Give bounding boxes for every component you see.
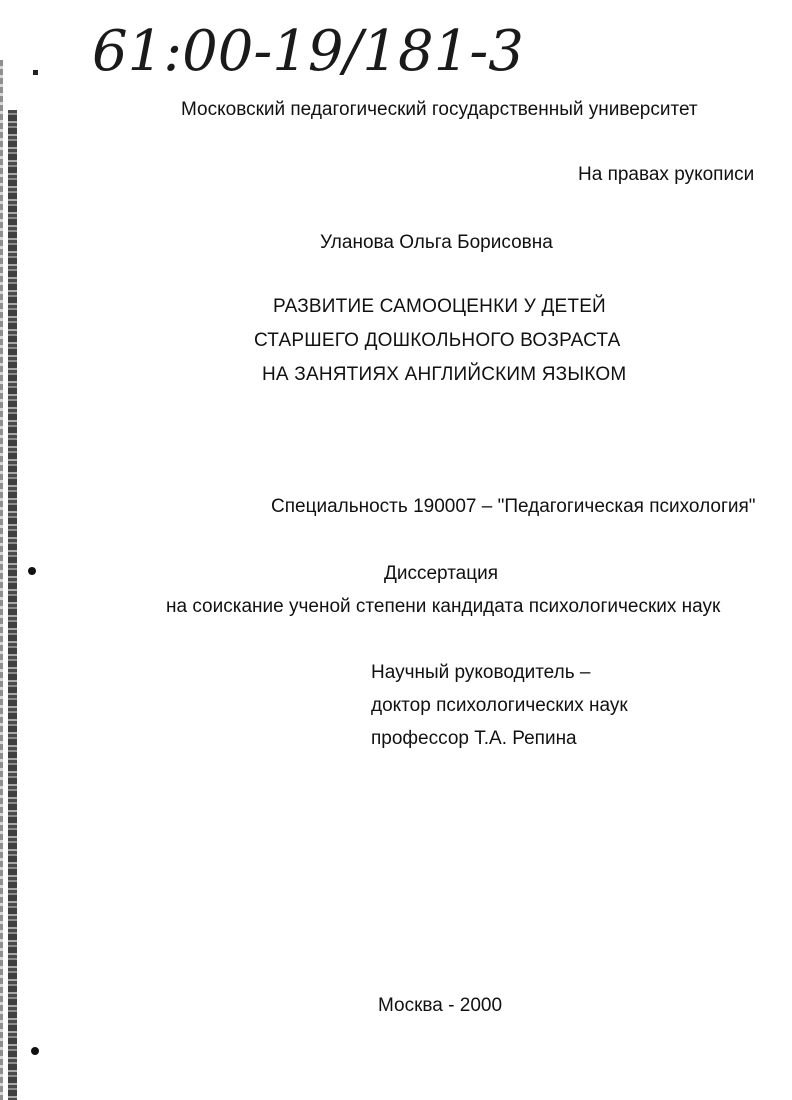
title-line: РАЗВИТИЕ САМООЦЕНКИ У ДЕТЕЙ <box>273 296 606 317</box>
specialty: Специальность 190007 – "Педагогическая психология" <box>271 496 756 517</box>
scan-speck <box>33 70 38 75</box>
title-line: НА ЗАНЯТИЯХ АНГЛИЙСКИМ ЯЗЫКОМ <box>262 364 627 385</box>
supervisor-name: профессор Т.А. Репина <box>371 728 577 749</box>
scan-edge-artifact <box>0 60 3 1100</box>
university-name: Московский педагогический государственный университет <box>181 99 698 120</box>
call-number-text: 61:00-19/181-3 <box>92 19 524 84</box>
city-year: Москва - 2000 <box>378 995 503 1016</box>
dissertation-label: Диссертация <box>384 563 499 584</box>
supervisor-degree: доктор психологических наук <box>371 695 628 716</box>
manuscript-rights-note: На правах рукописи <box>578 164 755 185</box>
binding-edge-artifact <box>8 110 17 1100</box>
title-line: СТАРШЕГО ДОШКОЛЬНОГО ВОЗРАСТА <box>254 330 621 351</box>
supervisor-role: Научный руководитель – <box>371 662 591 683</box>
degree-sought: на соискание ученой степени кандидата психологических наук <box>166 596 721 617</box>
author-name: Уланова Ольга Борисовна <box>320 232 553 253</box>
handwritten-call-number <box>92 8 524 100</box>
punch-hole-mark <box>28 567 36 575</box>
punch-hole-mark <box>31 1047 39 1055</box>
